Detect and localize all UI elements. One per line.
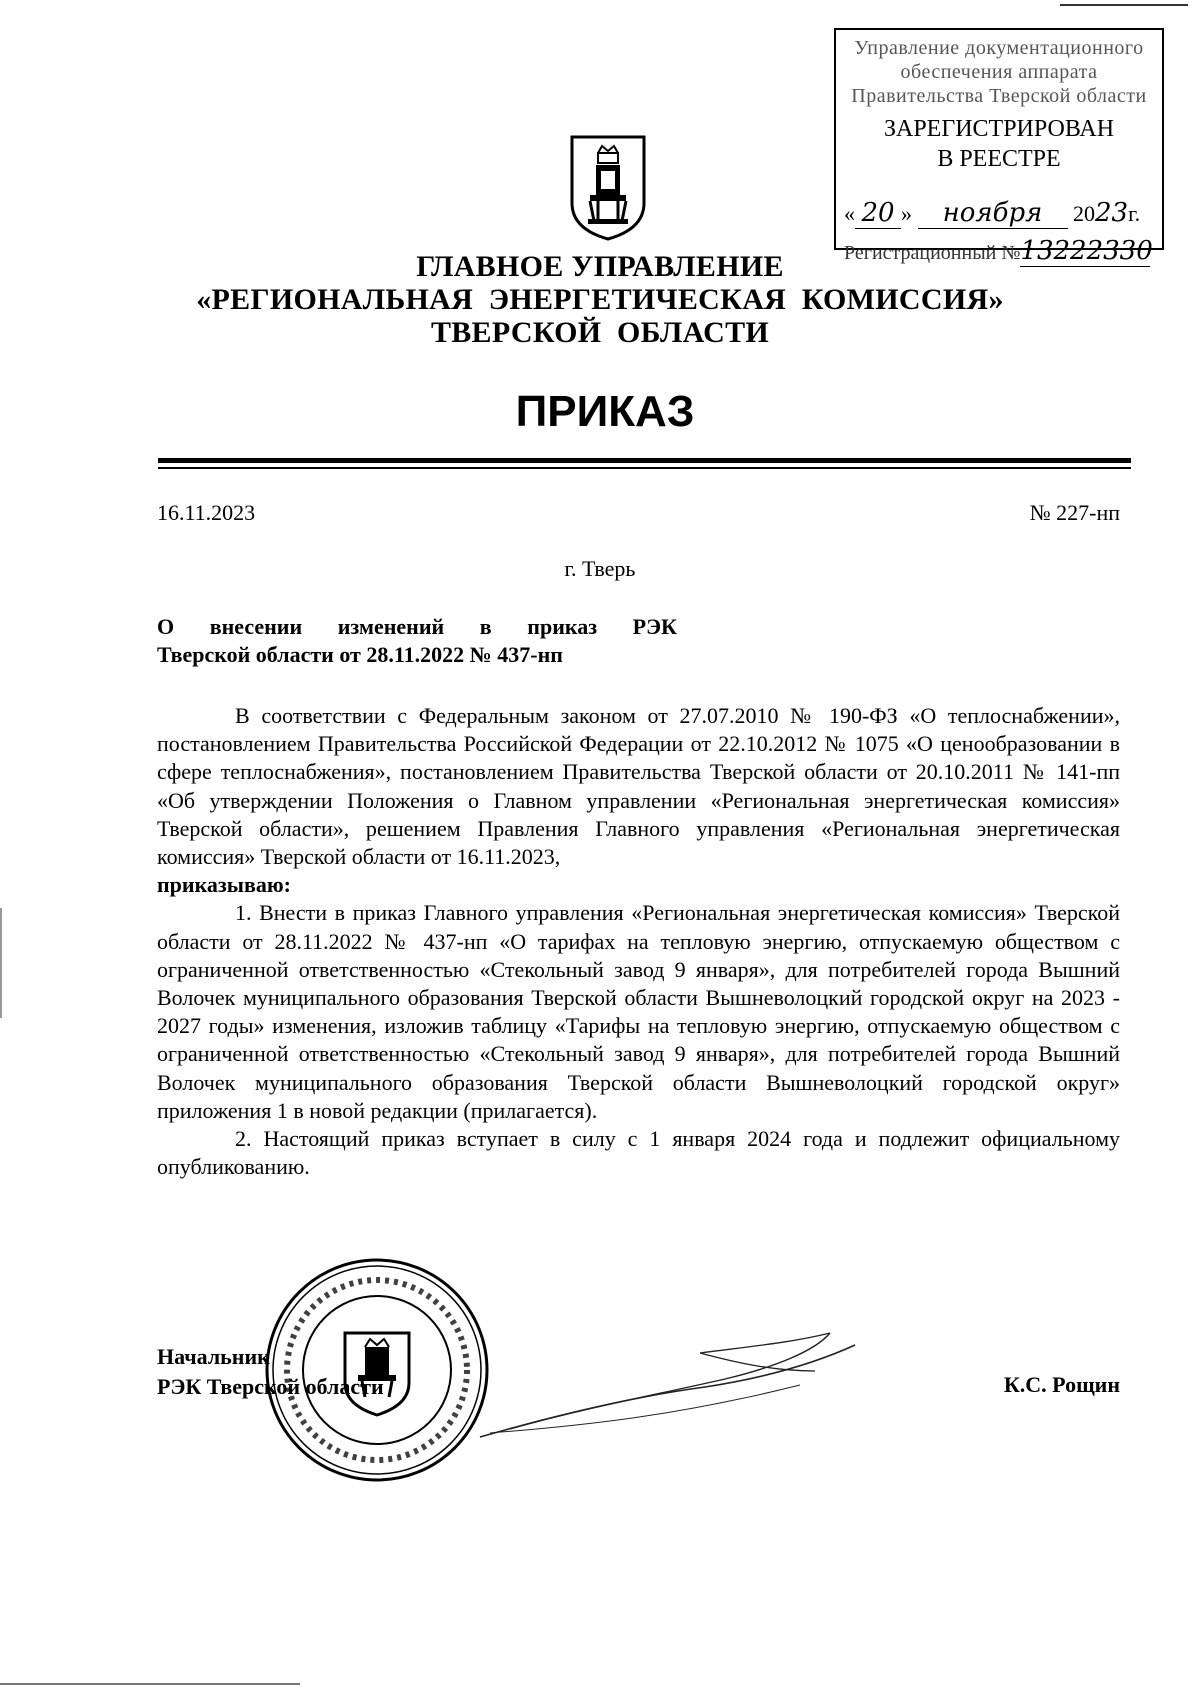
handwritten-signature: [470, 1325, 860, 1445]
decree-word: приказываю:: [157, 872, 291, 898]
org-line: ТВЕРСКОЙ ОБЛАСТИ: [430, 316, 770, 349]
stamp-line: обеспечения аппарата: [900, 61, 1098, 83]
stamp-reg-label: Регистрационный №: [844, 242, 1021, 264]
coat-of-arms-icon: [568, 133, 648, 241]
document-type-title: ПРИКАЗ: [515, 387, 695, 436]
stamp-date-month: ноября: [918, 198, 1068, 229]
document-city: г. Тверь: [564, 556, 636, 581]
stamp-date-year-prefix: 20: [1073, 201, 1095, 226]
preamble-paragraph: В соответствии с Федеральным законом от 27.07.2010 № 190-ФЗ «О теплоснабжении», постановлением Правительства Российской Федерации от 22.10.2012 № 1075 «О ценообразовании в сфере теплоснабжения», постановлением Правительства Тверской области от 20.10.2011 № 141-пп «Об утверждении Положения о Главном управлении «Региональная энергетическая комиссия» Тверской области», решением Правления Главного управления «Региональная энергетическая комиссия» Тверской области от 16.11.2023,: [157, 703, 1120, 870]
stamp-in-registry: В РЕЕСТРЕ: [937, 146, 1061, 172]
stamp-date: « 20 » ноября 2023г.: [844, 198, 1141, 228]
header-divider: [158, 458, 1131, 463]
stamp-line: Управление документационного: [854, 37, 1144, 59]
stamp-date-year-suffix: 23: [1095, 198, 1129, 228]
item-paragraph: 1. Внести в приказ Главного управления «Региональная энергетическая комиссия» Тверской области от 28.11.2022 № 437-нп «О тарифах на тепловую энергию, отпускаемую обществом с ограниченной ответственностью «Стекольный завод 9 января», для потребителей города Вышний Волочек муниципального образования Тверской области Вышневолоцкий городской округ на 2023 - 2027 годы» изменения, изложив таблицу «Тарифы на тепловую энергию, отпускаемую обществом с ограниченной ответственностью «Стекольный завод 9 января», для потребителей города Вышний Волочек муниципального образования Тверской области Вышневолоцкий городской округ» приложения 1 в новой редакции (прилагается).: [157, 900, 1120, 1123]
document-body: [157, 702, 1120, 1181]
registration-stamp: [834, 28, 1164, 266]
document-subject: [157, 613, 677, 669]
org-line: «РЕГИОНАЛЬНАЯ ЭНЕРГЕТИЧЕСКАЯ КОМИССИЯ»: [196, 283, 1004, 316]
scan-edge-mark: [0, 1683, 300, 1685]
position-line: Начальник: [157, 1344, 270, 1369]
scan-edge-mark: [0, 908, 2, 1018]
document-number: № 227-нп: [1029, 500, 1120, 525]
header-divider: [158, 467, 1131, 469]
stamp-date-day: 20: [855, 198, 901, 229]
stamp-registered: ЗАРЕГИСТРИРОВАН: [883, 116, 1115, 142]
signatory-name: К.С. Рощин: [1003, 1372, 1120, 1397]
signatory-position: [157, 1342, 384, 1402]
subject-line: Тверской области от 28.11.2022 № 437-нп: [157, 642, 563, 667]
org-line: ГЛАВНОЕ УПРАВЛЕНИЕ: [416, 250, 784, 283]
scan-edge-mark: [1060, 4, 1188, 6]
stamp-line: Правительства Тверской области: [851, 85, 1147, 107]
stamp-reg-value: 13222330: [1020, 236, 1153, 266]
stamp-date-g: г.: [1128, 201, 1141, 226]
organization-name: [0, 250, 1200, 349]
subject-line: О внесении изменений в приказ РЭК: [157, 614, 677, 639]
item-paragraph: 2. Настоящий приказ вступает в силу с 1 января 2024 года и подлежит официальному опубликованию.: [157, 1126, 1120, 1180]
document-date: 16.11.2023: [157, 500, 256, 525]
position-line: РЭК Тверской области: [157, 1374, 384, 1399]
